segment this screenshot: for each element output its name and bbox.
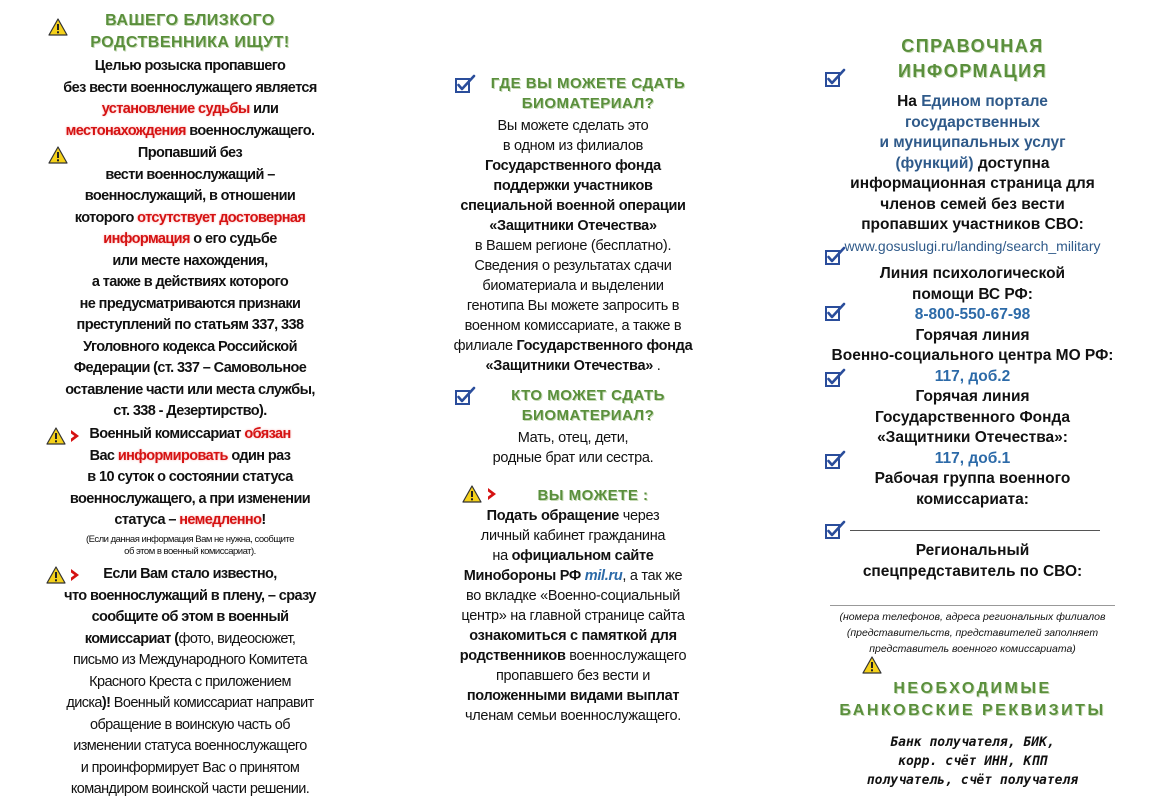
you-can-text — [418, 506, 728, 726]
bold-text: )! — [101, 695, 111, 711]
text-line: государственных — [904, 113, 1041, 131]
hotline2-phone: 117, доб.1 — [934, 449, 1011, 467]
heading-line: ВЫ МОЖЕТЕ : — [537, 487, 649, 504]
text-line: Сведения о результатах сдачи — [474, 258, 672, 274]
bank-heading — [800, 678, 1145, 722]
text-line: пропавшего без вести и — [495, 668, 651, 684]
search-purpose — [30, 56, 350, 142]
bank-field-line: получатель, счёт получателя — [866, 773, 1079, 788]
middle-column — [418, 0, 728, 800]
text-line: в Вашем регионе (бесплатно). — [474, 238, 672, 254]
text-line: военном комиссариате, а также в — [464, 318, 682, 334]
gosuslugi-url[interactable]: www.gosuslugi.ru/landing/search_military — [844, 238, 1101, 254]
text: , а так же — [622, 568, 683, 584]
heading-line: РОДСТВЕННИКА ИЩУТ! — [90, 34, 290, 51]
highlight: установление судьбы — [101, 101, 250, 117]
regional-representative — [800, 541, 1145, 582]
text-line: обращение в воинскую часть об — [90, 716, 290, 733]
reference-heading — [800, 34, 1145, 84]
heading-line: ИНФОРМАЦИЯ — [897, 61, 1048, 81]
fill-in-note — [800, 609, 1145, 657]
text-line: Федерации (ст. 337 – Самовольное — [73, 360, 307, 376]
note-line: (Если данная информация Вам не нужна, сообщите — [85, 534, 295, 545]
text-line — [30, 629, 350, 651]
text-line: «Защитники Отечества» — [489, 218, 657, 234]
text-line: поддержки участников — [493, 178, 653, 194]
highlight: обязан — [244, 426, 291, 442]
text: или — [249, 101, 279, 117]
where-heading — [448, 74, 728, 114]
text-line — [30, 208, 350, 230]
text-line: Рабочая группа военного — [874, 470, 1071, 487]
text: военнослужащего — [565, 648, 687, 664]
text: статуса – — [114, 512, 180, 528]
note-line: представитель военного комиссариата) — [869, 643, 1076, 655]
text-line: в 10 суток о состоянии статуса — [87, 469, 293, 485]
missing-definition — [30, 143, 350, 423]
highlight: местонахождения — [65, 122, 186, 139]
text-line: центр» на главной странице сайта — [461, 608, 685, 624]
text-line — [418, 336, 728, 356]
heading-line: СПРАВОЧНАЯ — [901, 36, 1044, 56]
portal-name: Едином портале — [921, 93, 1048, 110]
bold-text: «Защитники Отечества» — [485, 358, 653, 374]
text-line: Линия психологической — [879, 265, 1066, 282]
opt-out-note — [30, 534, 350, 558]
text: фото, видеосюжет, — [178, 630, 296, 647]
text-line — [30, 693, 350, 715]
note-line: (номера телефонов, адреса региональных филиалов — [839, 611, 1106, 623]
text-line: Государственного фонда — [485, 158, 661, 174]
text-line: ознакомиться с памяткой для — [469, 628, 677, 644]
text-line — [30, 446, 350, 468]
text: Военный комиссариат направит — [110, 695, 314, 711]
text-line: и муниципальных услуг — [879, 134, 1066, 151]
text-line: Военно-социального центра МО РФ: — [831, 347, 1114, 364]
checked-box-icon — [824, 520, 846, 540]
note-line: (представительств, представителей заполняет — [846, 627, 1099, 639]
heading-line: НЕОБХОДИМЫЕ — [893, 680, 1052, 697]
text: через — [619, 508, 660, 524]
text-line: Целью розыска пропавшего — [94, 58, 286, 74]
psych-phone: 8-800-550-67-98 — [914, 306, 1031, 323]
bold-text: Подать обращение — [486, 508, 620, 524]
text-line: генотипа Вы можете запросить в — [466, 298, 680, 314]
highlight: отсутствует достоверная — [137, 209, 306, 226]
commissariat-obligation — [30, 424, 350, 532]
text: . — [652, 358, 661, 374]
text: на — [492, 548, 512, 564]
text-line — [418, 546, 728, 566]
text-line: специальной военной операции — [460, 198, 686, 214]
heading-line: БИОМАТЕРИАЛ? — [521, 407, 655, 424]
bold-text: официальном сайте — [511, 548, 654, 564]
who-heading — [448, 386, 728, 426]
bold-text: Минобороны РФ — [463, 568, 585, 584]
text-line — [30, 99, 350, 121]
text-line — [30, 121, 350, 143]
portal-info — [800, 92, 1145, 236]
text-line: Горячая линия — [915, 388, 1030, 405]
text-line: членов семей без вести — [880, 195, 1065, 213]
text: диска — [66, 695, 102, 711]
text-line: в одном из филиалов — [502, 138, 644, 154]
bank-field-line: Банк получателя, БИК, — [890, 735, 1055, 750]
text: На — [897, 93, 922, 110]
text-line: что военнослужащий в плену, – сразу — [64, 587, 316, 604]
checked-box-icon — [824, 68, 846, 88]
text-line — [418, 646, 728, 666]
text-line — [418, 566, 728, 586]
text-line: биоматериала и выделении — [482, 278, 664, 294]
highlight: информировать — [117, 447, 228, 464]
text-line: военнослужащий, в отношении — [84, 188, 296, 204]
text-line: Красного Креста с приложением — [89, 673, 291, 690]
highlight: информация — [103, 231, 190, 247]
hotline1-phone: 117, доб.2 — [934, 367, 1011, 385]
hotlines — [800, 264, 1145, 510]
text-line — [418, 506, 728, 526]
text: о его судьбе — [189, 231, 277, 247]
text-line: комиссариата: — [916, 490, 1029, 508]
text: Военный комиссариат — [89, 426, 245, 442]
text-line: Мать, отец, дети, — [517, 430, 629, 446]
warning-triangle-icon — [862, 656, 882, 674]
text-line: личный кабинет гражданина — [480, 528, 666, 544]
text-line: без вести военнослужащего является — [63, 79, 317, 96]
text-line — [418, 356, 728, 376]
text-line: информационная страница для — [850, 175, 1095, 192]
text-line: положенными видами выплат — [466, 688, 680, 704]
search-heading — [30, 10, 350, 54]
text: ! — [261, 512, 266, 528]
right-column — [800, 0, 1145, 800]
text: военнослужащего. — [185, 122, 315, 139]
portal-name: (функций) — [895, 154, 974, 172]
text-line: письмо из Международного Комитета — [72, 652, 307, 668]
text-line: Вы можете сделать это — [497, 118, 649, 134]
text-line: во вкладке «Военно-социальный — [466, 588, 680, 604]
mil-ru-link[interactable]: mil.ru — [584, 568, 623, 584]
text-line: сообщите об этом в военный — [91, 609, 289, 625]
text-line: или месте нахождения, — [112, 252, 268, 269]
checked-box-icon — [824, 246, 846, 266]
text-line — [30, 510, 350, 532]
text: Вас — [89, 447, 118, 464]
heading-line: КТО МОЖЕТ СДАТЬ — [511, 387, 665, 404]
text: доступна — [973, 154, 1050, 172]
text: которого — [74, 209, 138, 226]
text-line — [800, 154, 1145, 175]
text-line: спецпредставитель по СВО: — [862, 562, 1083, 580]
heading-line: БАНКОВСКИЕ РЕКВИЗИТЫ — [839, 702, 1106, 719]
text-line: оставление части или места службы, — [65, 381, 315, 398]
text-line: командиром воинской части решении. — [70, 781, 310, 797]
text-line: помощи ВС РФ: — [912, 285, 1033, 303]
who-text — [418, 428, 728, 468]
text-line: Горячая линия — [915, 326, 1030, 344]
heading-line: ВАШЕГО БЛИЗКОГО — [105, 12, 275, 29]
text-line: пропавших участников СВО: — [861, 216, 1084, 233]
text-line: преступлений по статьям 337, 338 — [76, 317, 304, 333]
text-line: не предусматриваются признаки — [79, 295, 301, 312]
bank-field-line: корр. счёт ИНН, КПП — [898, 754, 1047, 769]
text-line: родные брат или сестра. — [492, 450, 654, 466]
text-line: Государственного Фонда — [875, 408, 1070, 426]
text-line: вести военнослужащий – — [105, 166, 275, 183]
text-line: Если Вам стало известно, — [103, 566, 277, 582]
text-line: «Защитники Отечества»: — [877, 429, 1068, 446]
text-line: изменении статуса военнослужащего — [73, 738, 307, 754]
where-text — [418, 116, 728, 376]
text-line: ст. 338 - Дезертирство). — [113, 403, 267, 419]
captivity-instructions — [30, 564, 350, 800]
bank-fields — [800, 733, 1145, 790]
text-line: Уголовного кодекса Российской — [83, 338, 297, 355]
text: филиале — [453, 338, 517, 354]
text-line — [800, 92, 1145, 113]
note-line: об этом в военный комиссариат). — [124, 546, 256, 557]
text: один раз — [227, 447, 291, 464]
text-line: Региональный — [915, 542, 1030, 559]
bold-text: Государственного фонда — [516, 338, 693, 354]
fill-in-line — [850, 530, 1100, 531]
text-line — [30, 229, 350, 251]
heading-line: БИОМАТЕРИАЛ? — [521, 95, 655, 112]
text-line: и проинформирует Вас о принятом — [80, 759, 300, 776]
left-column — [30, 0, 350, 800]
bold-text: комиссариат ( — [84, 630, 179, 647]
highlight: немедленно — [179, 512, 262, 528]
text-line: Пропавший без — [137, 145, 243, 161]
fill-in-line — [830, 605, 1115, 606]
text-line: военнослужащего, а при изменении — [69, 490, 311, 507]
you-can-heading — [458, 486, 728, 506]
text-line: членам семьи военнослужащего. — [465, 708, 681, 724]
heading-line: ГДЕ ВЫ МОЖЕТЕ СДАТЬ — [490, 75, 686, 92]
bold-text: родственников — [459, 648, 566, 664]
text-line — [30, 424, 350, 446]
text-line: а также в действиях которого — [91, 274, 289, 290]
